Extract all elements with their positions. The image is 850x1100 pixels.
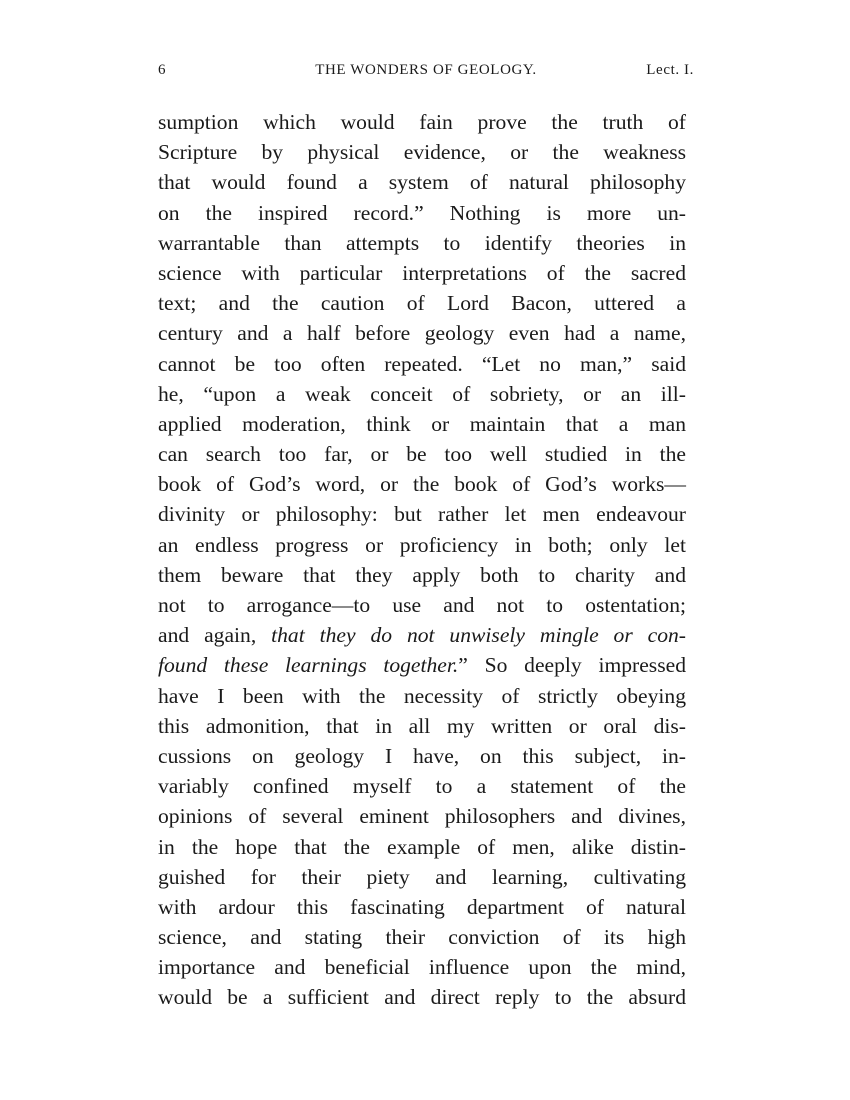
text-line: cussions on geology I have, on this subject, in- [158, 743, 686, 768]
roman-segment: ” So deeply impressed [458, 653, 686, 678]
text-line: he, “upon a weak conceit of sobriety, or an ill- [158, 381, 686, 406]
roman-segment: and again, [158, 623, 272, 648]
text-line: applied moderation, think or maintain that a man [158, 411, 686, 436]
text-line: on the inspired record.” Nothing is more un- [158, 200, 686, 225]
text-line: cannot be too often repeated. “Let no man,” said [158, 351, 686, 376]
body-text [158, 107, 686, 1013]
running-title: THE WONDERS OF GEOLOGY. [315, 62, 537, 78]
italic-segment: found these learnings together. [158, 653, 459, 678]
text-line: book of God’s word, or the book of God’s works— [158, 472, 686, 497]
text-line: that would found a system of natural philosophy [158, 170, 686, 195]
italic-segment: that they do not unwisely mingle or con- [271, 623, 686, 648]
text-line: them beware that they apply both to charity and [158, 562, 686, 587]
text-line: would be a sufficient and direct reply to the absurd [158, 985, 686, 1010]
text-line: guished for their piety and learning, cultivating [158, 864, 686, 889]
text-line: science, and stating their conviction of its high [158, 925, 686, 950]
text-line: Scripture by physical evidence, or the weakness [158, 140, 686, 165]
text-line: divinity or philosophy: but rather let men endeavour [158, 502, 686, 527]
text-line-mixed [158, 650, 686, 680]
text-line-mixed [158, 620, 686, 650]
text-line: science with particular interpretations of the sacred [158, 260, 686, 285]
text-line: sumption which would fain prove the truth of [158, 110, 686, 134]
text-line: importance and beneficial influence upon the mind, [158, 955, 686, 980]
text-line: opinions of several eminent philosophers and divines, [158, 804, 686, 829]
text-line: century and a half before geology even had a name, [158, 321, 686, 346]
text-line: text; and the caution of Lord Bacon, uttered a [158, 291, 686, 316]
text-line: not to arrogance—to use and not to ostentation; [158, 593, 686, 617]
text-line: an endless progress or proficiency in both; only let [158, 532, 686, 557]
text-line: warrantable than attempts to identify theories in [158, 230, 686, 255]
section-label: Lect. I. [646, 62, 694, 78]
text-line: in the hope that the example of men, alike distin- [158, 834, 686, 859]
text-line: have I been with the necessity of strictly obeying [158, 683, 686, 708]
text-line: can search too far, or be too well studied in the [158, 442, 686, 467]
text-line: variably confined myself to a statement of the [158, 774, 686, 799]
text-line: with ardour this fascinating department of natural [158, 894, 686, 919]
text-line: this admonition, that in all my written or oral dis- [158, 713, 686, 738]
running-header [158, 62, 694, 86]
page-number: 6 [158, 62, 167, 78]
